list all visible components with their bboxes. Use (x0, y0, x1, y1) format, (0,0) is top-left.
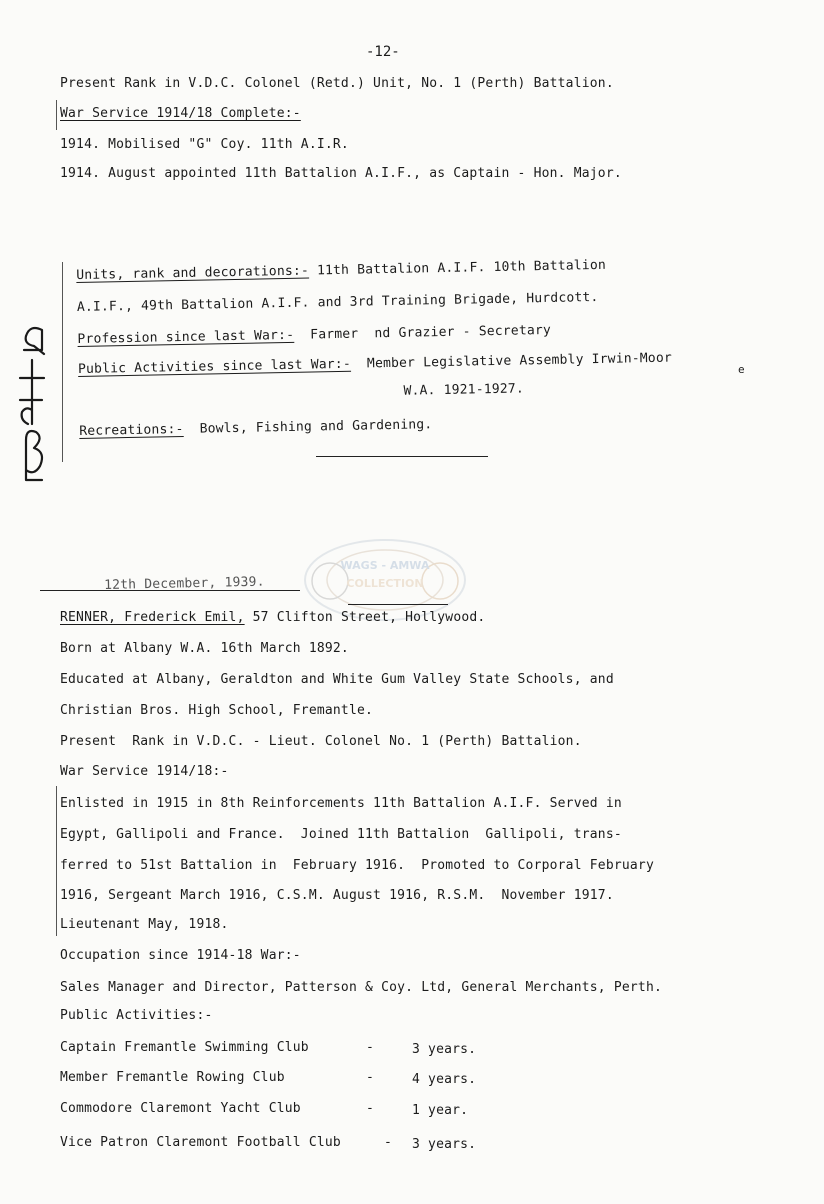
war-service-heading: War Service 1914/18 Complete:- (60, 106, 301, 121)
profession-label: Profession since last War:- (77, 327, 295, 347)
service-line: Enlisted in 1915 in 8th Reinforcements 11th Battalion A.I.F. Served in (60, 796, 622, 811)
occupation-heading: Occupation since 1914-18 War:- (60, 948, 301, 963)
service-line-1: 1914. Mobilised "G" Coy. 11th A.I.R. (60, 137, 349, 152)
service-line: Egypt, Gallipoli and France. Joined 11th Battalion Gallipoli, trans- (60, 827, 622, 842)
svg-text:COLLECTION: COLLECTION (346, 577, 424, 590)
units-line (76, 258, 606, 284)
activity-years: 3 years. (412, 1042, 477, 1057)
public-activities-line (78, 351, 672, 378)
recreations-label: Recreations:- (79, 421, 184, 439)
public-activities-label: Public Activities since last War:- (77, 356, 352, 377)
date-fragment: 12th December, 1939. (104, 574, 265, 593)
activity-role: Captain Fremantle Swimming Club (60, 1040, 309, 1055)
margin-mark (56, 100, 57, 130)
section-rule-short (348, 604, 448, 605)
record1-block (76, 249, 780, 462)
person-name: RENNER, Frederick Emil, (60, 610, 245, 625)
record-separator (316, 456, 488, 457)
present-rank-line-2: Present Rank in V.D.C. - Lieut. Colonel No. 1 (Perth) Battalion. (60, 734, 582, 749)
activity-role: Vice Patron Claremont Football Club (60, 1135, 341, 1150)
public-activities-text: Member Legislative Assembly Irwin-Moor (350, 350, 673, 372)
svg-text:WAGS - AMWA: WAGS - AMWA (340, 559, 430, 572)
handwritten-note (12, 320, 56, 490)
activity-dash: - (384, 1135, 393, 1150)
recreations-line (79, 417, 432, 440)
profession-line (77, 323, 551, 348)
service-line-2: 1914. August appointed 11th Battalion A.I.F., as Captain - Hon. Major. (60, 166, 622, 181)
activity-years: 3 years. (412, 1137, 477, 1152)
page-number: -12- (366, 44, 400, 60)
activity-years: 1 year. (412, 1103, 469, 1118)
activity-role: Commodore Claremont Yacht Club (60, 1101, 301, 1116)
units-text: 11th Battalion A.I.F. 10th Battalion (308, 257, 607, 279)
section-rule (40, 590, 300, 591)
units-continuation: A.I.F., 49th Battalion A.I.F. and 3rd Training Brigade, Hurdcott. (76, 289, 599, 315)
born-line: Born at Albany W.A. 16th March 1892. (60, 641, 349, 656)
recreations-text: Bowls, Fishing and Gardening. (183, 417, 433, 437)
service-line: ferred to 51st Battalion in February 1916. Promoted to Corporal February (60, 858, 654, 873)
educated-line-2: Christian Bros. High School, Fremantle. (60, 703, 374, 718)
public-activities-heading: Public Activities:- (60, 1008, 213, 1023)
activity-dash: - (366, 1070, 375, 1085)
margin-mark (56, 786, 57, 936)
occupation-line: Sales Manager and Director, Patterson & Coy. Ltd, General Merchants, Perth. (60, 980, 662, 995)
activity-dash: - (366, 1040, 375, 1055)
activity-role: Member Fremantle Rowing Club (60, 1070, 285, 1085)
margin-mark (62, 262, 63, 462)
activity-dash: - (366, 1101, 375, 1116)
educated-line-1: Educated at Albany, Geraldton and White Gum Valley State Schools, and (60, 672, 614, 687)
person-name-line (60, 610, 485, 626)
units-label: Units, rank and decorations:- (76, 263, 310, 283)
public-activities-continuation: W.A. 1921-1927. (403, 381, 525, 399)
profession-text: Farmer nd Grazier - Secretary (294, 322, 552, 343)
present-rank-line: Present Rank in V.D.C. Colonel (Retd.) Unit, No. 1 (Perth) Battalion. (60, 76, 614, 91)
activity-years: 4 years. (412, 1072, 477, 1087)
service-line: 1916, Sergeant March 1916, C.S.M. August 1916, R.S.M. November 1917. (60, 888, 614, 903)
margin-character: e (738, 363, 745, 376)
war-service-heading-2: War Service 1914/18:- (60, 764, 229, 779)
person-address: 57 Clifton Street, Hollywood. (244, 610, 486, 625)
service-line: Lieutenant May, 1918. (60, 917, 229, 932)
